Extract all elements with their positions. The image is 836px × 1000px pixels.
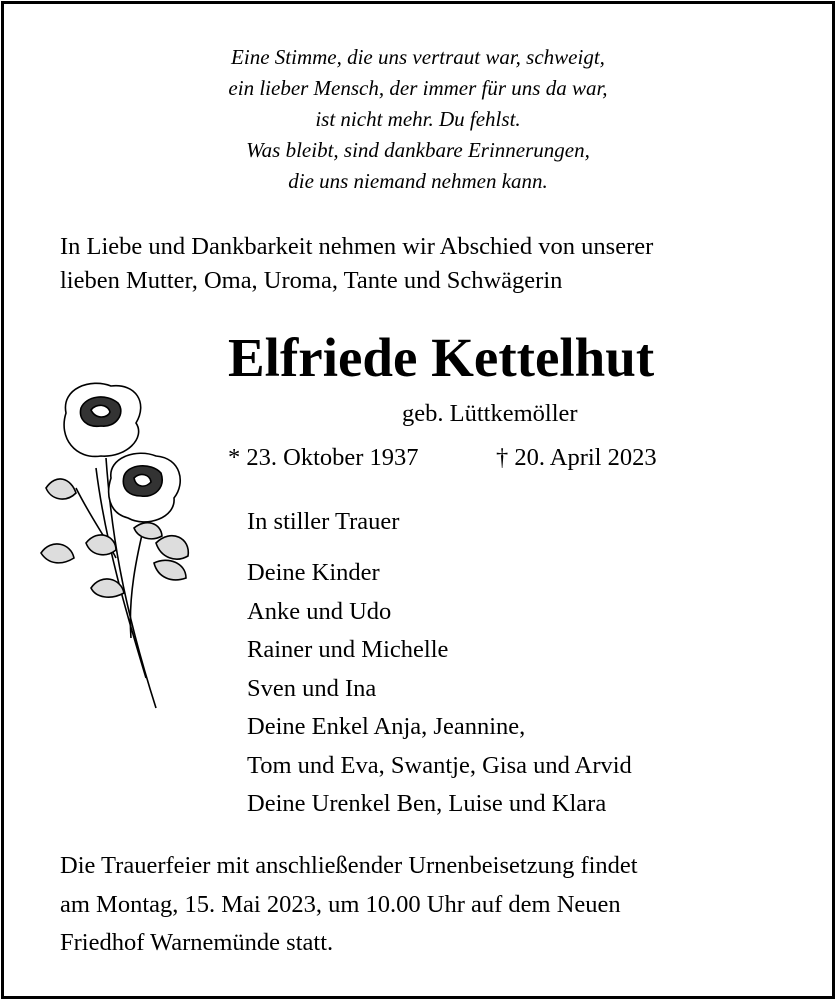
mourner-line: Sven und Ina — [247, 674, 377, 702]
death-date: † 20. April 2023 — [496, 444, 657, 471]
birth-date: * 23. Oktober 1937 — [228, 444, 419, 471]
intro — [60, 230, 653, 298]
mourners-list — [247, 554, 632, 824]
rose-illustration — [36, 378, 196, 723]
poem-line: ist nicht mehr. Du fehlst. — [315, 107, 521, 131]
poem — [0, 42, 836, 197]
rose-bottom — [109, 453, 181, 522]
funeral-details — [60, 847, 638, 963]
birth-name: geb. Lüttkemöller — [402, 400, 578, 427]
mourner-line: Deine Kinder — [247, 559, 380, 586]
funeral-line: Friedhof Warnemünde statt. — [60, 929, 334, 956]
deceased-name: Elfriede Kettelhut — [228, 327, 655, 388]
mourner-line: Deine Enkel Anja, Jeannine, — [247, 713, 526, 740]
poem-line: Was bleibt, sind dankbare Erinnerungen, — [246, 138, 590, 162]
mourners-heading: In stiller Trauer — [247, 508, 400, 535]
rose-top — [64, 383, 141, 456]
poem-line: Eine Stimme, die uns vertraut war, schweigt, — [231, 45, 605, 69]
intro-line: In Liebe und Dankbarkeit nehmen wir Abschied von unserer — [60, 233, 654, 260]
funeral-line: am Montag, 15. Mai 2023, um 10.00 Uhr auf dem Neuen — [60, 890, 621, 918]
mourner-line: Tom und Eva, Swantje, Gisa und Arvid — [247, 751, 632, 779]
intro-line: lieben Mutter, Oma, Uroma, Tante und Schwägerin — [60, 267, 563, 294]
mourner-line: Rainer und Michelle — [247, 636, 449, 663]
funeral-line: Die Trauerfeier mit anschließender Urnenbeisetzung findet — [60, 852, 638, 879]
mourner-line: Deine Urenkel Ben, Luise und Klara — [247, 790, 607, 817]
mourner-line: Anke und Udo — [247, 597, 392, 625]
poem-line: die uns niemand nehmen kann. — [288, 169, 548, 193]
poem-line: ein lieber Mensch, der immer für uns da war, — [228, 76, 608, 100]
